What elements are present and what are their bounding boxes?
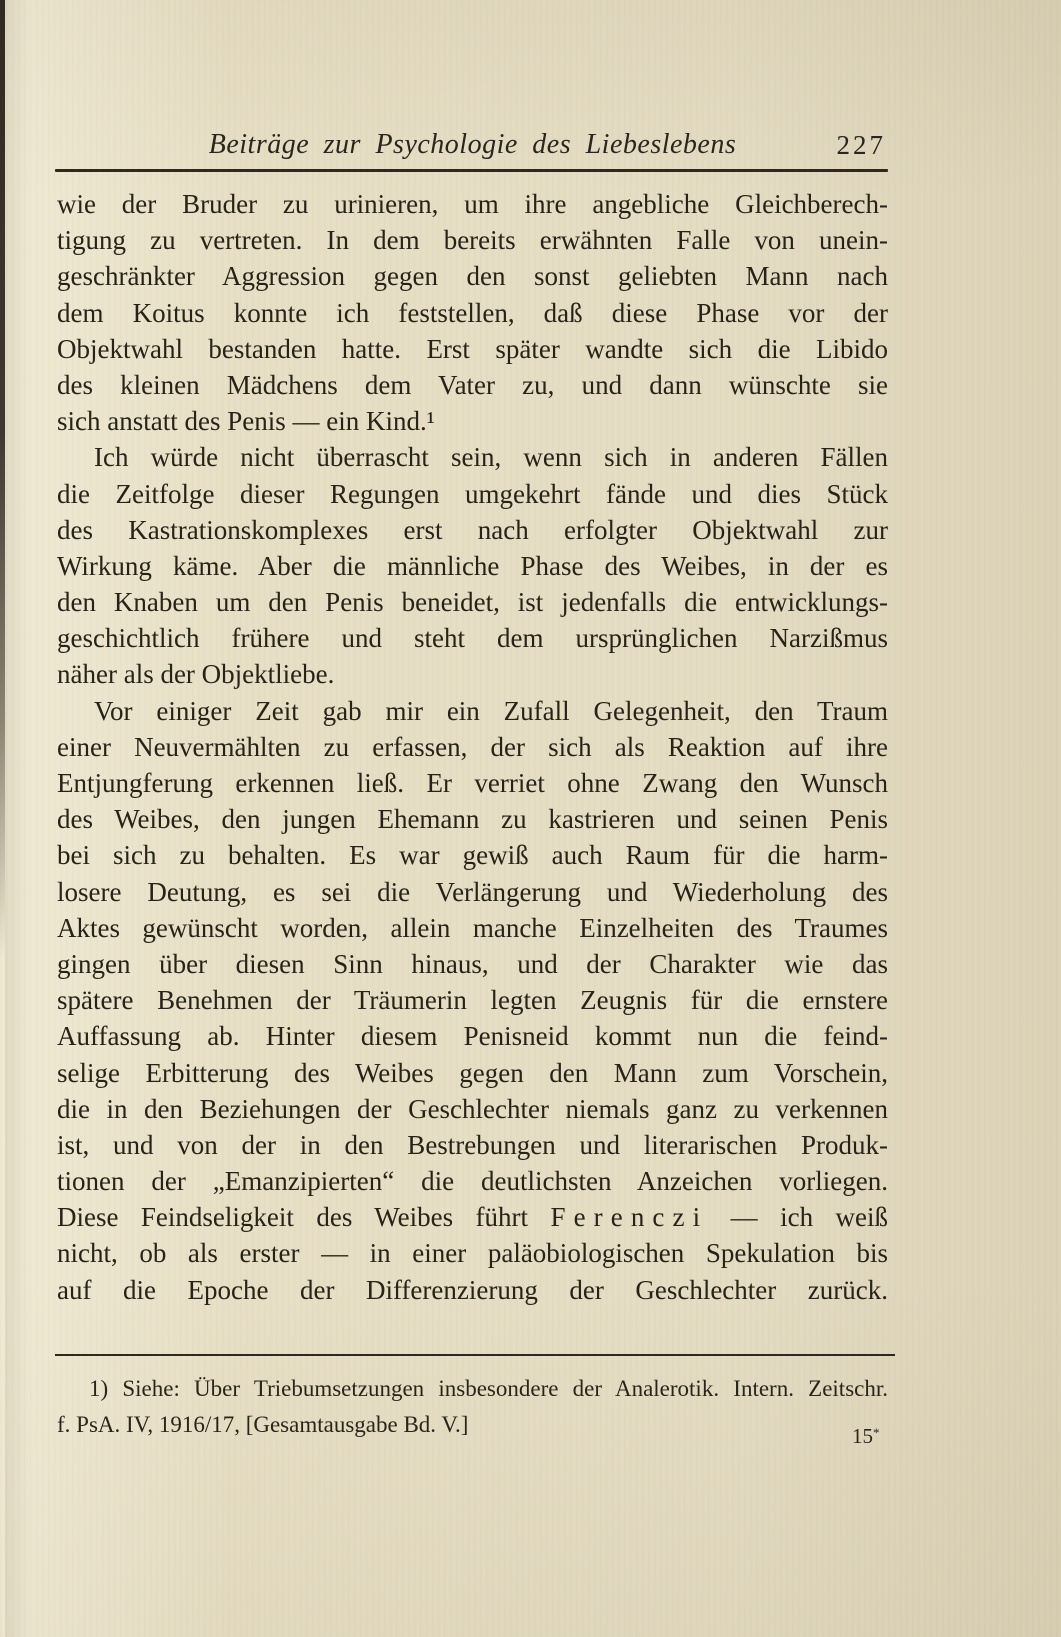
text-line bbox=[57, 258, 888, 294]
footnote bbox=[57, 1372, 888, 1444]
text-run: des Weibes, den jungen Ehemann zu kastrieren und seinen Penis bbox=[57, 804, 888, 835]
text-line bbox=[57, 656, 888, 692]
text-line bbox=[57, 186, 888, 222]
text-line bbox=[57, 439, 888, 475]
text-run: auf die Epoche der Differenzierung der Geschlechter zurück. bbox=[57, 1274, 888, 1305]
text-line bbox=[57, 1272, 888, 1308]
text-run: selige Erbitterung des Weibes gegen den Mann zum Vorschein, bbox=[57, 1057, 888, 1088]
text-line bbox=[57, 584, 888, 620]
text-line bbox=[57, 1163, 888, 1199]
text-line bbox=[57, 874, 888, 910]
text-line bbox=[57, 512, 888, 548]
text-run: den Knaben um den Penis beneidet, ist jedenfalls die entwicklungs- bbox=[57, 587, 888, 618]
text-run: Diese Feindseligkeit des Weibes führt bbox=[57, 1202, 551, 1233]
text-run: losere Deutung, es sei die Verlängerung und Wiederholung des bbox=[57, 876, 888, 907]
signature-mark bbox=[852, 1424, 880, 1449]
text-run: 1) Siehe: Über Triebumsetzungen insbesondere der Analerotik. Intern. Zeitschr. bbox=[89, 1376, 888, 1401]
text-line bbox=[57, 1235, 888, 1271]
text-line bbox=[57, 403, 888, 439]
text-run: dem Koitus konnte ich feststellen, daß diese Phase vor der bbox=[57, 297, 888, 328]
page-number: 227 bbox=[836, 130, 886, 160]
text-run: Auffassung ab. Hinter diesem Penisneid kommt nun die feind- bbox=[57, 1021, 888, 1052]
text-run: des kleinen Mädchens dem Vater zu, und dann wünschte sie bbox=[57, 369, 888, 400]
text-line bbox=[57, 620, 888, 656]
text-run: Ich würde nicht überrascht sein, wenn sich in anderen Fällen bbox=[94, 442, 888, 473]
text-run: ist, und von der in den Bestrebungen und literarischen Produk- bbox=[57, 1129, 888, 1160]
text-line bbox=[57, 910, 888, 946]
text-line bbox=[57, 1018, 888, 1054]
text-line bbox=[57, 1127, 888, 1163]
text-run: 15 bbox=[852, 1424, 873, 1448]
text-run: Wirkung käme. Aber die männliche Phase des Weibes, in der es bbox=[57, 550, 888, 581]
text-line bbox=[57, 801, 888, 837]
text-run: des Kastrationskomplexes erst nach erfolgter Objektwahl zur bbox=[57, 514, 888, 545]
text-run: gingen über diesen Sinn hinaus, und der Charakter wie das bbox=[57, 948, 888, 979]
text-line bbox=[57, 729, 888, 765]
text-line bbox=[57, 1091, 888, 1127]
text-run: Vor einiger Zeit gab mir ein Zufall Gelegenheit, den Traum bbox=[94, 695, 888, 726]
text-line bbox=[57, 1199, 888, 1235]
text-run: f. PsA. IV, 1916/17, [Gesamtausgabe Bd. V.] bbox=[57, 1412, 469, 1438]
text-line bbox=[57, 946, 888, 982]
text-line bbox=[57, 837, 888, 873]
footnote-rule bbox=[55, 1354, 895, 1356]
text-run: geschränkter Aggression gegen den sonst geliebten Mann nach bbox=[57, 261, 888, 292]
text-line bbox=[57, 1372, 888, 1408]
text-line bbox=[57, 367, 888, 403]
running-head bbox=[57, 129, 888, 169]
text-run: spätere Benehmen der Träumerin legten Zeugnis für die ernstere bbox=[57, 985, 888, 1016]
text-line bbox=[57, 765, 888, 801]
text-run: Aktes gewünscht worden, allein manche Einzelheiten des Traumes bbox=[57, 912, 888, 943]
text-run: bei sich zu behalten. Es war gewiß auch Raum für die harm- bbox=[57, 840, 888, 871]
text-line bbox=[57, 982, 888, 1018]
superscript: * bbox=[873, 1425, 880, 1441]
text-run: — ich weiß bbox=[708, 1202, 888, 1233]
text-run: sich anstatt des Penis — ein Kind.¹ bbox=[57, 406, 435, 437]
header-rule bbox=[55, 169, 888, 172]
text-run: wie der Bruder zu urinieren, um ihre angebliche Gleichberech- bbox=[57, 189, 888, 219]
text-line bbox=[57, 476, 888, 512]
text-line bbox=[57, 295, 888, 331]
text-line bbox=[57, 1408, 888, 1444]
text-line bbox=[57, 548, 888, 584]
text-line bbox=[57, 331, 888, 367]
text-run: die Zeitfolge dieser Regungen umgekehrt fände und dies Stück bbox=[57, 478, 888, 509]
text-run: einer Neuvermählten zu erfassen, der sich als Reaktion auf ihre bbox=[57, 731, 888, 762]
text-run: Entjungferung erkennen ließ. Er verriet ohne Zwang den Wunsch bbox=[57, 768, 888, 798]
text-run: nicht, ob als erster — in einer paläobiologischen Spekulation bis bbox=[57, 1238, 888, 1269]
text-run: geschichtlich frühere und steht dem ursprünglichen Narzißmus bbox=[57, 623, 888, 654]
text-run: Objektwahl bestanden hatte. Erst später wandte sich die Libido bbox=[57, 333, 888, 364]
body-text bbox=[57, 186, 888, 1308]
text-run: die in den Beziehungen der Geschlechter niemals ganz zu verkennen bbox=[57, 1093, 888, 1124]
text-run: näher als der Objektliebe. bbox=[57, 659, 335, 690]
text-run: tionen der „Emanzipierten“ die deutlichsten Anzeichen vorliegen. bbox=[57, 1166, 888, 1197]
page-curvature-shading bbox=[5, 0, 31, 1637]
text-line bbox=[57, 693, 888, 729]
text-line bbox=[57, 1055, 888, 1091]
text-line bbox=[57, 222, 888, 258]
running-title: Beiträge zur Psychologie des Liebeslebens bbox=[208, 129, 737, 160]
text-run: tigung zu vertreten. In dem bereits erwähnten Falle von unein- bbox=[57, 225, 888, 256]
letterspaced-name: Ferenczi bbox=[550, 1202, 709, 1233]
